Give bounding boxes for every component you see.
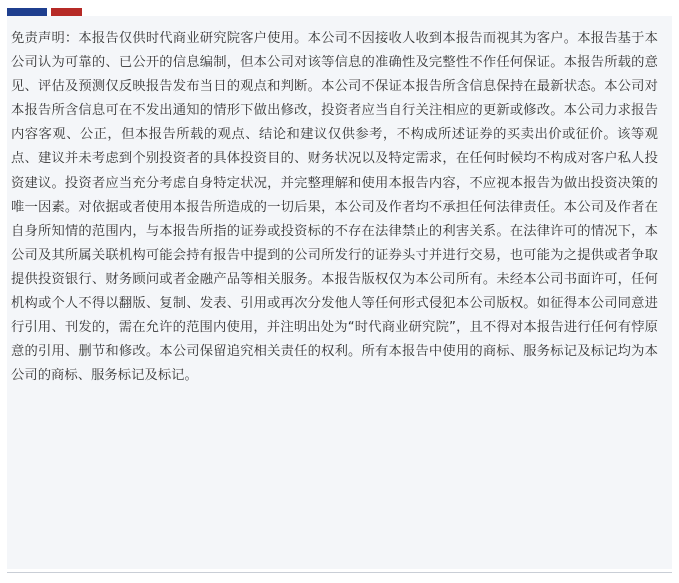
accent-blue-segment <box>7 8 47 16</box>
top-accent-bar <box>7 8 82 16</box>
accent-red-segment <box>51 8 82 16</box>
disclaimer-text: 免责声明：本报告仅供时代商业研究院客户使用。本公司不因接收人收到本报告而视其为客户。本报告基于本公司认为可靠的、已公开的信息编制，但本公司对该等信息的准确性及完整性不作任何保证。本报告所载的意见、评估及预测仅反映报告发布当日的观点和判断。本公司不保证本报告所含信息保持在最新状态。本公司对本报告所含信息可在不发出通知的情形下做出修改，投资者应当自行关注相应的更新或修改。本公司力求报告内容客观、公正，但本报告所载的观点、结论和建议仅供参考，不构成所述证券的买卖出价或征价。该等观点、建议并未考虑到个别投资者的具体投资目的、财务状况以及特定需求，在任何时候均不构成对客户私人投资建议。投资者应当充分考虑自身特定状况，并完整理解和使用本报告内容，不应视本报告为做出投资决策的唯一因素。对依据或者使用本报告所造成的一切后果，本公司及作者均不承担任何法律责任。本公司及作者在自身所知情的范围内，与本报告所指的证券或投资标的不存在法律禁止的利害关系。在法律许可的情况下，本公司及其所属关联机构可能会持有报告中提到的公司所发行的证券头寸并进行交易，也可能为之提供或者争取提供投资银行、财务顾问或者金融产品等相关服务。本报告版权仅为本公司所有。未经本公司书面许可，任何机构或个人不得以翻版、复制、发表、引用或再次分发他人等任何形式侵犯本公司版权。如征得本公司同意进行引用、刊发的，需在允许的范围内使用，并注明出处为“时代商业研究院”，且不得对本报告进行任何有悖原意的引用、删节和修改。本公司保留追究相关责任的权利。所有本报告中使用的商标、服务标记及标记均为本公司的商标、服务标记及标记。 <box>11 31 658 384</box>
bottom-divider <box>7 572 672 573</box>
